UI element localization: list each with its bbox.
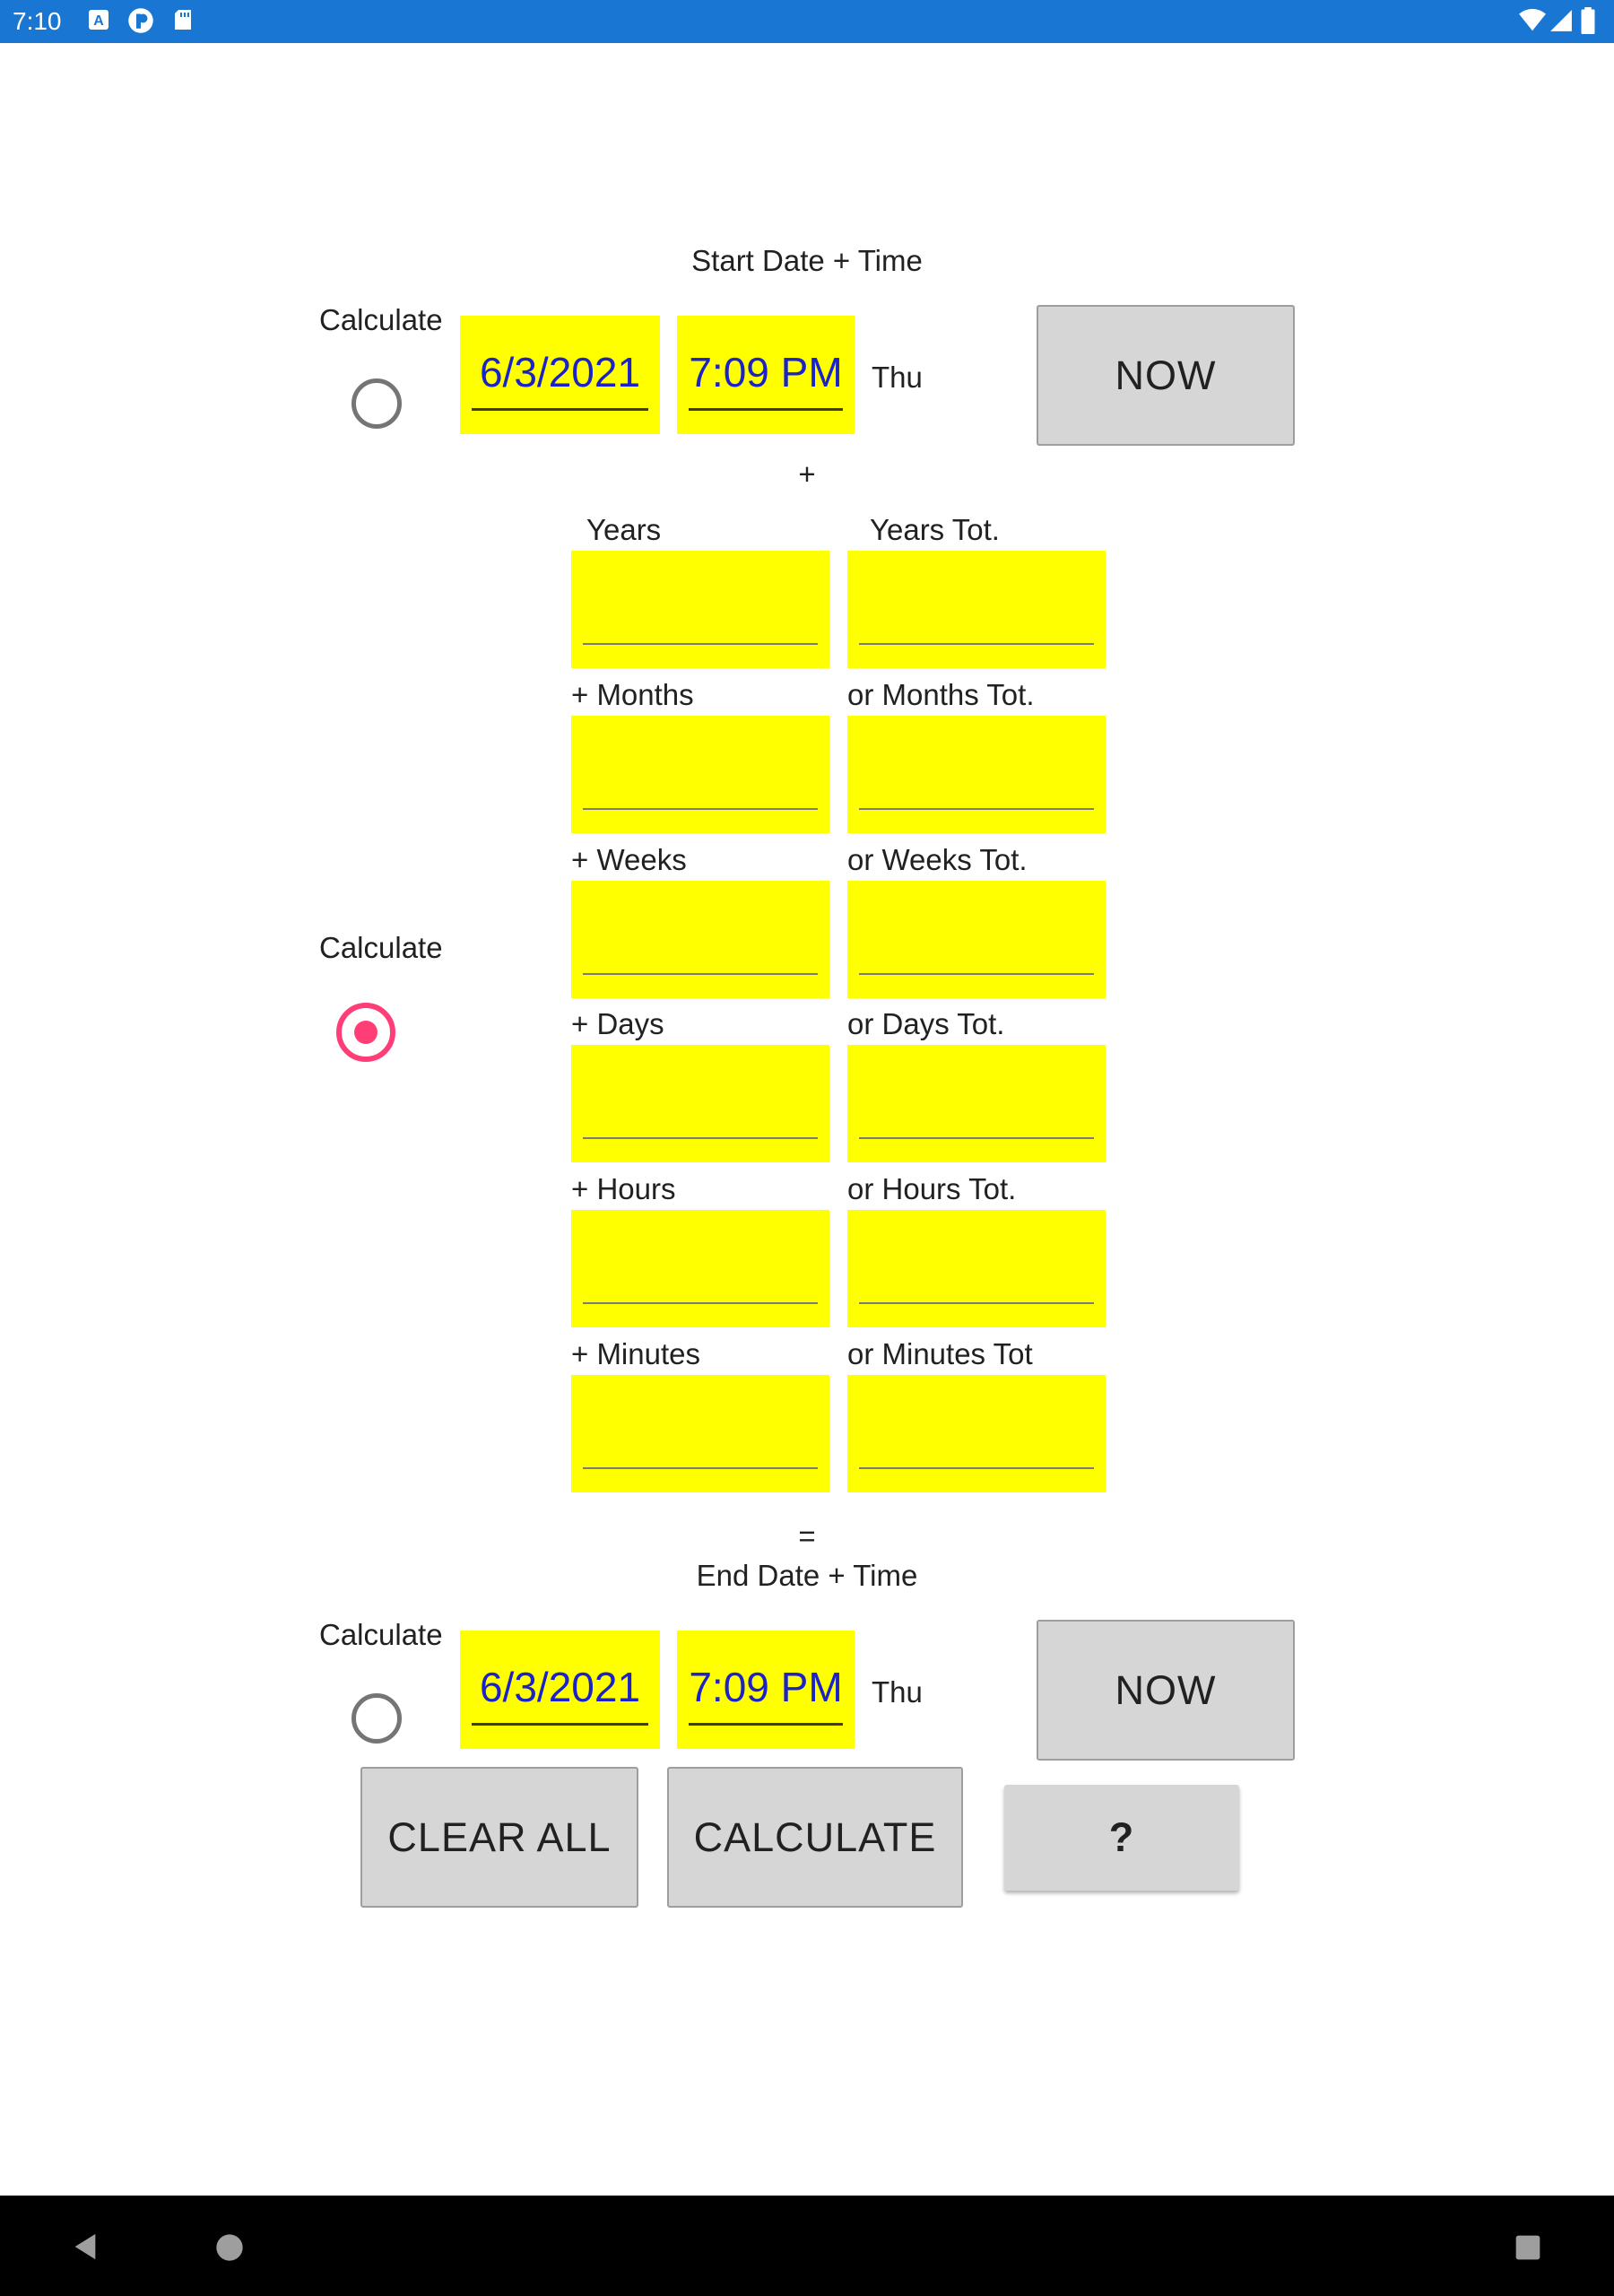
field-underline xyxy=(583,643,818,645)
recents-icon[interactable] xyxy=(1514,2233,1542,2262)
field-underline xyxy=(859,1467,1094,1469)
field-underline xyxy=(689,1723,843,1726)
start-calculate-radio[interactable] xyxy=(351,378,402,429)
end-time-field[interactable] xyxy=(677,1631,855,1749)
duration-left-input[interactable] xyxy=(571,1375,829,1492)
field-underline xyxy=(583,973,818,975)
end-date-value: 6/3/2021 xyxy=(479,1664,641,1710)
start-weekday: Thu xyxy=(872,361,923,394)
field-underline xyxy=(583,1302,818,1304)
duration-right-input[interactable] xyxy=(847,1045,1106,1162)
duration-right-label: or Months Tot. xyxy=(847,678,1035,711)
field-underline xyxy=(472,408,648,411)
battery-icon xyxy=(1580,7,1596,34)
field-underline xyxy=(859,1137,1094,1139)
radio-selected-dot xyxy=(354,1021,377,1044)
field-underline xyxy=(859,1302,1094,1304)
end-calculate-label: Calculate xyxy=(319,1618,443,1651)
app-notification-icon xyxy=(127,7,154,34)
duration-calculate-label: Calculate xyxy=(319,931,443,964)
duration-left-label: + Days xyxy=(571,1007,664,1040)
equals-sign: = xyxy=(798,1519,816,1552)
start-date-value: 6/3/2021 xyxy=(479,349,641,396)
field-underline xyxy=(583,1137,818,1139)
sd-card-icon xyxy=(172,9,194,30)
duration-right-label: or Weeks Tot. xyxy=(847,843,1028,876)
status-time: 7:10 xyxy=(13,7,62,35)
duration-right-label: or Minutes Tot xyxy=(847,1337,1033,1370)
duration-right-label: or Hours Tot. xyxy=(847,1172,1017,1205)
start-now-button[interactable]: NOW xyxy=(1037,305,1295,446)
duration-right-label: Years Tot. xyxy=(870,513,1000,546)
end-section-title: End Date + Time xyxy=(696,1559,918,1592)
field-underline xyxy=(859,973,1094,975)
wifi-icon xyxy=(1519,8,1546,33)
duration-left-input[interactable] xyxy=(571,1210,829,1327)
duration-left-input[interactable] xyxy=(571,1045,829,1162)
start-date-field[interactable] xyxy=(460,316,660,434)
field-underline xyxy=(583,808,818,810)
duration-right-input[interactable] xyxy=(847,716,1106,833)
field-underline xyxy=(583,1467,818,1469)
end-time-value: 7:09 PM xyxy=(689,1664,843,1710)
end-weekday: Thu xyxy=(872,1675,923,1709)
duration-right-input[interactable] xyxy=(847,1375,1106,1492)
duration-right-input[interactable] xyxy=(847,881,1106,998)
status-bar xyxy=(0,0,1614,43)
duration-left-label: + Months xyxy=(571,678,694,711)
start-time-field[interactable] xyxy=(677,316,855,434)
plus-sign: + xyxy=(798,457,816,491)
duration-left-input[interactable] xyxy=(571,881,829,998)
start-calculate-label: Calculate xyxy=(319,303,443,336)
duration-left-input[interactable] xyxy=(571,716,829,833)
field-underline xyxy=(859,643,1094,645)
start-time-value: 7:09 PM xyxy=(689,349,843,396)
duration-left-label: + Hours xyxy=(571,1172,676,1205)
end-now-button[interactable]: NOW xyxy=(1037,1620,1295,1761)
cellular-signal-icon xyxy=(1549,9,1573,32)
start-section-title: Start Date + Time xyxy=(691,244,923,277)
duration-left-input[interactable] xyxy=(571,551,829,668)
duration-left-label: Years xyxy=(586,513,662,546)
home-icon[interactable] xyxy=(215,2233,244,2262)
end-date-field[interactable] xyxy=(460,1631,660,1749)
calculate-button[interactable]: CALCULATE xyxy=(667,1767,963,1908)
field-underline xyxy=(859,808,1094,810)
svg-text:A: A xyxy=(93,13,104,29)
duration-right-label: or Days Tot. xyxy=(847,1007,1005,1040)
back-icon[interactable] xyxy=(70,2231,100,2262)
accessibility-notification-icon xyxy=(88,9,109,30)
duration-right-input[interactable] xyxy=(847,1210,1106,1327)
duration-right-input[interactable] xyxy=(847,551,1106,668)
duration-left-label: + Weeks xyxy=(571,843,687,876)
duration-calculate-radio[interactable] xyxy=(336,1003,395,1062)
help-button[interactable]: ? xyxy=(1004,1785,1239,1891)
field-underline xyxy=(472,1723,648,1726)
field-underline xyxy=(689,408,843,411)
end-calculate-radio[interactable] xyxy=(351,1693,402,1744)
clear-all-button[interactable]: CLEAR ALL xyxy=(360,1767,638,1908)
duration-left-label: + Minutes xyxy=(571,1337,700,1370)
